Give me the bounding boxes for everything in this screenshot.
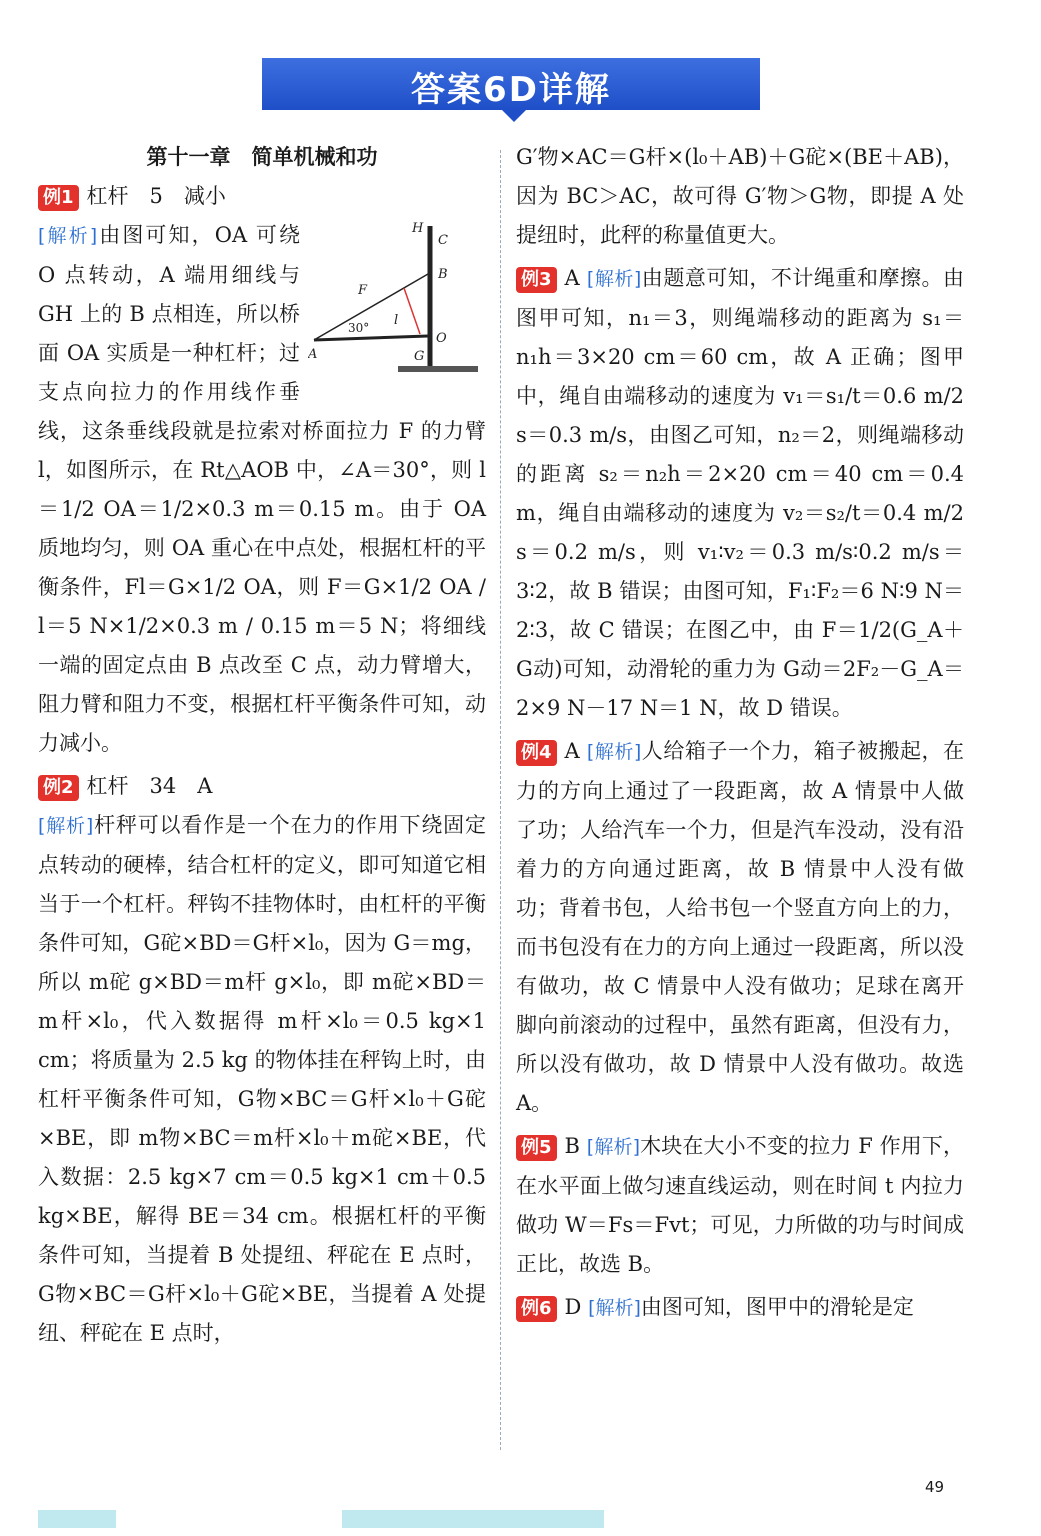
example-tag: 例6 [516, 1296, 557, 1322]
example-6 [516, 1288, 964, 1328]
page-number: 49 [925, 1478, 945, 1496]
label-F: F [358, 283, 368, 298]
example-2 [38, 767, 486, 806]
explanation-text: 由图可知，OA 可绕 O 点转动，A 端用细线与 GH 上的 B 点相连，所以桥面 OA 实质是一种杠杆；过支点向拉力的作用线作垂线，这条垂线段就是拉索对桥面拉力 F 的力臂 l，如图所示，在 Rt△AOB 中，∠A＝30°，则 l＝1/2 OA＝1/2×0.3 m＝0.15 m。由于 OA 质地均匀，则 OA 重心在中点处，根据杠杆的平衡条件，Fl＝G×1/2 OA，则 F＝G×1/2 OA / l＝5 N×1/2×0.3 m / 0.15 m＝5 N；将细线一端的固定点由 B 点改至 C 点，动力臂增大，阻力臂和阻力不变，根据杠杆平衡条件可知，动力减小。 [38, 223, 486, 755]
example-3 [516, 259, 964, 728]
example-answer: 杠杆 34 A [86, 774, 213, 798]
explanation-text: 人给箱子一个力，箱子被搬起，在力的方向上通过了一段距离，故 A 情景中人做了功；人给汽车一个力，但是汽车没动，没有沿着力的方向通过距离，故 B 情景中人没有做功；背着书包，人给书包一个竖直方向上的力，而书包没有在力的方向上通过一段距离，所以没有做功，故 C 情景中人没有做功；足球在离开脚向前滚动的过程中，虽然有距离，但没有力，所以没有做功，故 D 情景中人没有做功。故选 A。 [516, 739, 964, 1115]
explanation-label: [解析] [38, 225, 98, 247]
explanation-text: 杆秤可以看作是一个在力的作用下绕固定点转动的硬棒，结合杠杆的定义，即可知道它相当于一个杠杆。秤钩不挂物体时，由杠杆的平衡条件可知，G砣×BD＝G杆×l₀，因为 G＝mg，所以 m砣 g×BD＝m杆 g×l₀，即 m砣×BD＝m杆×l₀，代入数据得 m杆×l₀＝0.5 kg×1 cm；将质量为 2.5 kg 的物体挂在秤钩上时，由杠杆平衡条件可知，G物×BC＝G杆×l₀＋G砣×BE，即 m物×BC＝m杆×l₀＋m砣×BE，代入数据：2.5 kg×7 cm＝0.5 kg×1 cm＋0.5 kg×BE，解得 BE＝34 cm。根据杠杆的平衡条件可知，当提着 B 处提纽、秤砣在 E 点时，G物×BC＝G杆×l₀＋G砣×BE，当提着 A 处提纽、秤砣在 E 点时， [38, 813, 486, 1345]
label-angle: 30° [348, 321, 370, 335]
label-A: A [308, 347, 318, 362]
example-1 [38, 177, 486, 216]
answer-title-banner [262, 58, 760, 110]
example-2-explanation [38, 806, 486, 1353]
label-G: G [414, 349, 425, 364]
explanation-text: 木块在大小不变的拉力 F 作用下，在水平面上做匀速直线运动，则在时间 t 内拉力做功 W＝Fs＝Fvt；可见，力所做的功与时间成正比，故选 B。 [516, 1134, 964, 1276]
example-tag: 例5 [516, 1135, 557, 1161]
explanation-label: [解析] [588, 1297, 641, 1319]
explanation-label: [解析] [586, 1136, 641, 1158]
explanation-text: 由题意可知，不计绳重和摩擦。由图甲可知，n₁＝3，则绳端移动的距离为 s₁＝n₁h＝3×20 cm＝60 cm，故 A 正确；图甲中，绳自由端移动的速度为 v₁＝s₁/t＝0.6 m/2 s＝0.3 m/s，由图乙可知，n₂＝2，则绳端移动的距离 s₂＝n₂h＝2×20 cm＝40 cm＝0.4 m，绳自由端移动的速度为 v₂＝s₂/t＝0.4 m/2 s＝0.2 m/s，则 v₁∶v₂＝0.3 m/s∶0.2 m/s＝3∶2，故 B 错误；由图可知，F₁∶F₂＝6 N∶9 N＝2∶3，故 C 错误；在图乙中，由 F＝1/2(G_A＋G动)可知，动滑轮的重力为 G动＝2F₂－G_A＝2×9 N－17 N＝1 N，故 D 错误。 [516, 266, 964, 720]
example-tag: 例1 [38, 185, 79, 211]
chapter-heading: 第十一章 简单机械和功 [146, 145, 378, 169]
banner-title: 答案6D详解 [411, 70, 611, 110]
example-answer: 杠杆 5 减小 [86, 184, 226, 208]
footer-band-center [342, 1510, 604, 1528]
label-l: l [394, 313, 399, 328]
explanation-text: 由图可知，图甲中的滑轮是定 [640, 1295, 914, 1319]
explanation-label: [解析] [586, 268, 642, 290]
example-answer: D [564, 1295, 582, 1319]
example-5 [516, 1127, 964, 1284]
footer-band-left [38, 1510, 116, 1528]
explanation-label: [解析] [586, 741, 642, 763]
label-C: C [438, 233, 448, 248]
example-tag: 例2 [38, 775, 79, 801]
right-column [516, 138, 964, 1328]
label-H: H [412, 221, 424, 236]
example-tag: 例4 [516, 740, 557, 766]
label-O: O [436, 331, 447, 346]
example-4 [516, 732, 964, 1123]
example-tag: 例3 [516, 267, 557, 293]
lever-bridge-figure [308, 218, 486, 386]
example-answer: B [564, 1134, 580, 1158]
explanation-label: [解析] [38, 815, 94, 837]
example-2-continued: G′物×AC＝G杆×(l₀＋AB)＋G砣×(BE＋AB)，因为 BC＞AC，故可得 G′物＞G物，即提 A 处提纽时，此秤的称量值更大。 [516, 145, 964, 247]
example-answer: A [564, 266, 580, 290]
example-answer: A [564, 739, 580, 763]
column-divider [500, 150, 501, 1450]
example-1-explanation [38, 216, 486, 763]
label-B: B [438, 267, 448, 282]
left-column [38, 138, 486, 1353]
